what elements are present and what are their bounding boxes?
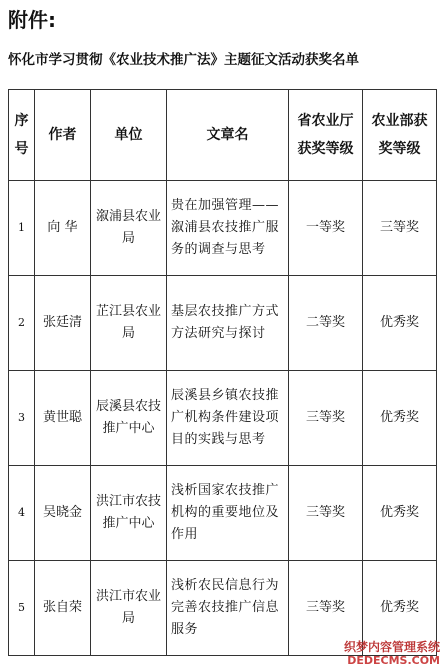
- row-article: 浅析国家农技推广机构的重要地位及作用: [167, 466, 289, 561]
- row-unit: 洪江市农技推广中心: [91, 466, 167, 561]
- row-ministry-award: 优秀奖: [363, 561, 437, 656]
- row-ministry-award: 三等奖: [363, 181, 437, 276]
- attachment-label: 附件:: [8, 8, 56, 32]
- row-author: 张廷清: [35, 276, 91, 371]
- document-title: 怀化市学习贯彻《农业技术推广法》主题征文活动获奖名单: [8, 52, 359, 68]
- row-index: 4: [9, 466, 35, 561]
- row-provincial-award: 三等奖: [289, 466, 363, 561]
- row-provincial-award: 二等奖: [289, 276, 363, 371]
- row-provincial-award: 一等奖: [289, 181, 363, 276]
- col-header-ministry-award: 农业部获奖等级: [363, 90, 437, 181]
- row-unit: 溆浦县农业局: [91, 181, 167, 276]
- row-article: 基层农技推广方式方法研究与探讨: [167, 276, 289, 371]
- row-index: 1: [9, 181, 35, 276]
- row-article: 浅析农民信息行为完善农技推广信息服务: [167, 561, 289, 656]
- row-provincial-award: 三等奖: [289, 561, 363, 656]
- row-article: 辰溪县乡镇农技推广机构条件建设项目的实践与思考: [167, 371, 289, 466]
- row-author: 向 华: [35, 181, 91, 276]
- col-header-index: 序号: [9, 90, 35, 181]
- watermark: [344, 640, 440, 668]
- row-index: 2: [9, 276, 35, 371]
- row-index: 3: [9, 371, 35, 466]
- row-provincial-award: 三等奖: [289, 371, 363, 466]
- table-header-row: [9, 90, 437, 181]
- table-row: [9, 276, 437, 371]
- col-header-provincial-award: 省农业厅获奖等级: [289, 90, 363, 181]
- col-header-author: 作者: [35, 90, 91, 181]
- col-header-unit: 单位: [91, 90, 167, 181]
- table-row: [9, 181, 437, 276]
- row-ministry-award: 优秀奖: [363, 466, 437, 561]
- row-index: 5: [9, 561, 35, 656]
- row-unit: 洪江市农业局: [91, 561, 167, 656]
- row-unit: 芷江县农业局: [91, 276, 167, 371]
- row-ministry-award: 优秀奖: [363, 371, 437, 466]
- row-article: 贵在加强管理——溆浦县农技推广服务的调查与思考: [167, 181, 289, 276]
- col-header-article: 文章名: [167, 90, 289, 181]
- row-author: 张自荣: [35, 561, 91, 656]
- row-author: 黄世聪: [35, 371, 91, 466]
- table-row: [9, 371, 437, 466]
- watermark-line-2: DEDECMS.COM: [347, 654, 440, 667]
- row-ministry-award: 优秀奖: [363, 276, 437, 371]
- watermark-line-1: 织梦内容管理系统: [343, 640, 440, 654]
- award-table: [8, 89, 437, 656]
- table-row: [9, 466, 437, 561]
- row-author: 吴晓金: [35, 466, 91, 561]
- row-unit: 辰溪县农技推广中心: [91, 371, 167, 466]
